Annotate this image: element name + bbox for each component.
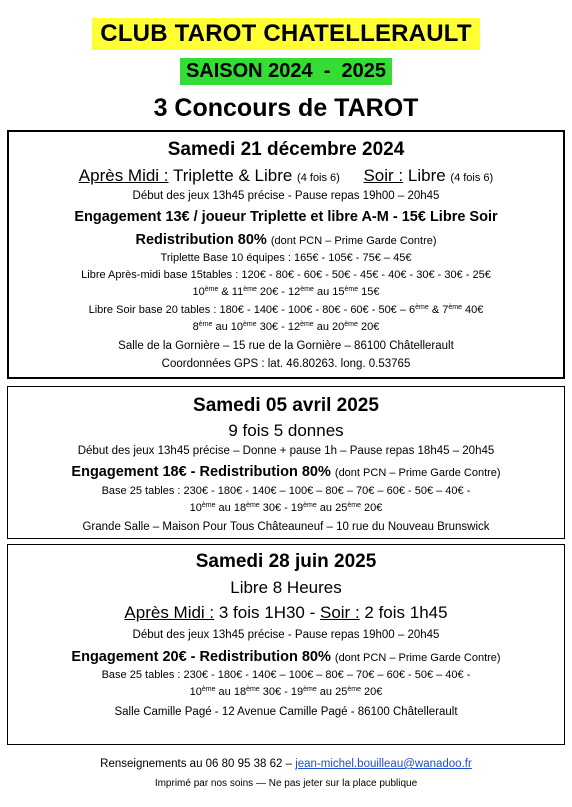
prize-libre-am-ranks: 10ème & 11ème 20€ - 12ème au 15ème 15€: [192, 286, 380, 298]
am-text: Triplette & Libre: [168, 166, 298, 185]
prize-libre-soir-ranks: 8ème au 10ème 30€ - 12ème au 20ème 20€: [192, 321, 380, 333]
am-note: (4 fois 6): [297, 172, 340, 184]
event-date: Samedi 05 avril 2025: [193, 395, 379, 416]
gps-coordinates: Coordonnées GPS : lat. 46.80263. long. 0.53765: [161, 358, 411, 370]
am-label: Après Midi :: [78, 166, 169, 185]
engagement-note: (dont PCN – Prime Garde Contre): [334, 652, 501, 664]
engagement-text: Engagement 18€ - Redistribution 80%: [71, 464, 335, 480]
venue: Grande Salle – Maison Pour Tous Châteauneuf – 10 rue du Nouveau Brunswick: [82, 521, 490, 533]
event-date: Samedi 28 juin 2025: [195, 551, 377, 572]
prize-libre-soir: Libre Soir base 20 tables : 180€ - 140€ - 100€ - 80€ - 60€ - 50€ – 6ème & 7ème 40€: [88, 304, 484, 316]
soir-text: 2 fois 1h45: [359, 603, 448, 622]
season-banner: [0, 58, 572, 85]
redistribution-note: (dont PCN – Prime Garde Contre): [270, 235, 437, 247]
prize-libre-am: Libre Après-midi base 15tables : 120€ - 80€ - 60€ - 50€ - 45€ - 40€ - 30€ - 30€ - 25€: [81, 269, 491, 281]
event-box-june: [7, 544, 565, 745]
event-schedule: [8, 603, 564, 623]
event-box-april: [7, 386, 565, 539]
club-title: [0, 18, 572, 50]
engagement: Engagement 13€ / joueur Triplette et libre A-M - 15€ Libre Soir: [74, 209, 498, 225]
prize-base: Base 25 tables : 230€ - 180€ - 140€ – 100€ – 80€ – 70€ – 60€ - 50€ – 40€ -: [101, 485, 471, 497]
prize-triplette: Triplette Base 10 équipes : 165€ - 105€ - 75€ – 45€: [160, 252, 412, 264]
contact-line: [0, 757, 572, 771]
event-box-december: [7, 130, 565, 379]
prize-base-ranks: 10ème au 18ème 30€ - 19ème au 25ème 20€: [189, 502, 383, 514]
am-text: 3 fois 1H30 -: [214, 603, 320, 622]
venue: Salle de la Gornière – 15 rue de la Gornière – 86100 Châtellerault: [118, 340, 454, 352]
engagement: [8, 463, 564, 481]
email-link[interactable]: jean-michel.bouilleau@wanadoo.fr: [295, 758, 472, 770]
start-time: Début des jeux 13h45 précise - Pause repas 19h00 – 20h45: [132, 629, 440, 641]
season-text: SAISON 2024 - 2025: [180, 58, 392, 85]
contact-text: Renseignements au 06 80 95 38 62 –: [100, 758, 296, 770]
club-title-text: CLUB TAROT CHATELLERAULT: [92, 18, 479, 50]
am-label: Après Midi :: [124, 603, 215, 622]
soir-text: Libre: [403, 166, 451, 185]
start-time: Début des jeux 13h45 précise – Donne + pause 1h – Pause repas 18h45 – 20h45: [77, 445, 495, 457]
engagement-note: (dont PCN – Prime Garde Contre): [334, 467, 501, 479]
event-date: Samedi 21 décembre 2024: [167, 139, 405, 160]
engagement-text: Engagement 20€ - Redistribution 80%: [71, 649, 335, 665]
redistribution: [9, 231, 563, 249]
printed-note: Imprimé par nos soins — Ne pas jeter sur la place publique: [154, 778, 418, 789]
venue: Salle Camille Pagé - 12 Avenue Camille Pagé - 86100 Châtellerault: [114, 706, 458, 718]
soir-note: (4 fois 6): [450, 172, 494, 184]
event-format: 9 fois 5 donnes: [228, 421, 344, 440]
event-schedule: [9, 166, 563, 188]
start-time: Début des jeux 13h45 précise - Pause repas 19h00 – 20h45: [132, 190, 440, 202]
soir-label: Soir :: [363, 166, 404, 185]
engagement: [8, 648, 564, 666]
prize-base-ranks: 10ème au 18ème 30€ - 19ème au 25ème 20€: [189, 686, 383, 698]
page-title: 3 Concours de TAROT: [153, 94, 419, 122]
redistribution-text: Redistribution 80%: [135, 232, 271, 248]
soir-label: Soir :: [319, 603, 360, 622]
prize-base: Base 25 tables : 230€ - 180€ - 140€ – 100€ – 80€ – 70€ – 60€ - 50€ – 40€ -: [101, 669, 471, 681]
event-format: Libre 8 Heures: [230, 578, 342, 597]
